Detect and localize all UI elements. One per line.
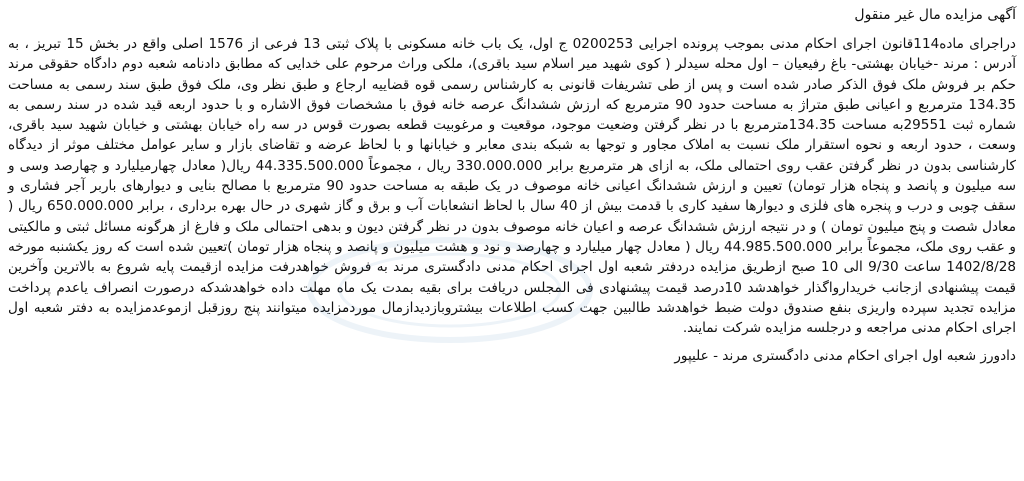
notice-body: دراجرای ماده114قانون اجرای احکام مدنی بموجب پرونده اجرایی 0200253 ج اول، یک باب خانه مسکونی با پلاک ثبتی 13 فرعی از 1576 اصلی واقع در بخش 15 تبریز ، به آدرس : مرند -خیابان بهشتی- باغ رفیعیان – اول محله سیدلر ( کوی شهید میر اسلام سید باقری)، ملکی وراث مرحوم علی خدایی که مطابق دادنامه شعبه دوم دادگاه حقوقی مرند حکم بر فروش ملک فوق الذکر صادر شده است و پس از طی تشریفات قانونی به کارشناس رسمی قوه قضاییه ارجاع و طبق نظر وی، ملک فوق طبق سند رسمی به مساحت 134.35 مترمربع و اعیانی طبق متراژ به مساحت حدود 90 مترمربع که ارزش ششدانگ عرصه خانه فوق با مشخصات فوق الاشاره و با حدود اربعه قید شده در سند رسمی به شماره ثبت 29551به مساحت 134.35مترمربع با در نظر گرفتن وضعیت موجود، موقعیت و مرغوبیت قطعه بصورت قوس در سه راه خیابان بهشتی و خیابان شهید سید باقری، وسعت ، حدود اربعه و نحوه استقرار ملک نسبت به املاک مجاور و توجها به شبکه بندی معابر و خیابانها و با لحاظ عرضه و تقاضای بازار و سایر عوامل مختلف موثر از دیدگاه کارشناسی بدون در نظر گرفتن عقب روی احتمالی ملک، به ازای هر مترمربع برابر 330.000.000 ریال ، مجموعاً 44.335.500.000 ریال( معادل چهارمیلیارد و چهارصد وسی و سه میلیون و پانصد و پنجاه هزار تومان) تعیین و ارزش ششدانگ اعیانی خانه موصوف در یک طبقه به مساحت حدود 90 مترمربع با مصالح بنایی و دیوارهای باربر آجر فشاری و سقف چوبی و درب و پنجره های فلزی و دیوارها سفید کاری با قدمت بیش از 40 سال با لحاظ انشعابات آب و برق و گاز شهری در حال بهره برداری ، برابر 650.000.000 ریال ( معادل شصت و پنج میلیون تومان ) و در نتیجه ارزش ششدانگ عرصه و اعیان خانه موصوف بدون در نظر گرفتن دیون و بدهی احتمالی ملک و فارغ از هرگونه مسائل ثبتی و مالکیتی و عقب روی ملک، مجموعاً برابر 44.985.500.000 ریال ( معادل چهار میلیارد و چهارصد و نود و هشت میلیون و پانصد و پنجاه هزار تومان )تعیین شده است که روز یکشنبه مورخه 1402/8/28 ساعت 9/30 الی 10 صبح ازطریق مزایده دردفتر شعبه اول اجرای احکام مدنی دادگستری مرند به فروش خواهدرفت مزایده ازقیمت پایه شروع به بالاترین وآخرین قیمت پیشنهادی ازجانب خریدارواگذار خواهدشد 10درصد قیمت پیشنهادی فی المجلس دریافت برای بقیه بمدت یک ماه مهلت داده خواهدشدکه درصورت انصراف یاعدم پرداخت مزایده تجدید سپرده واریزی بنفع صندوق دولت ضبط خواهدشد طالبین جهت کسب اطلاعات بیشتروبازدیدازمال موردمزایده میتوانند پنج روزقبل ازموعدمزایده به دفتر شعبه اول اجرای احکام مدنی مراجعه و درجلسه مزایده شرکت نمایند.: [8, 36, 1017, 337]
notice-title: آگهی مزایده مال غیر منقول: [854, 7, 1016, 23]
notice-signature: دادورز شعبه اول اجرای احکام مدنی دادگستری مرند - علیپور: [674, 348, 1016, 365]
